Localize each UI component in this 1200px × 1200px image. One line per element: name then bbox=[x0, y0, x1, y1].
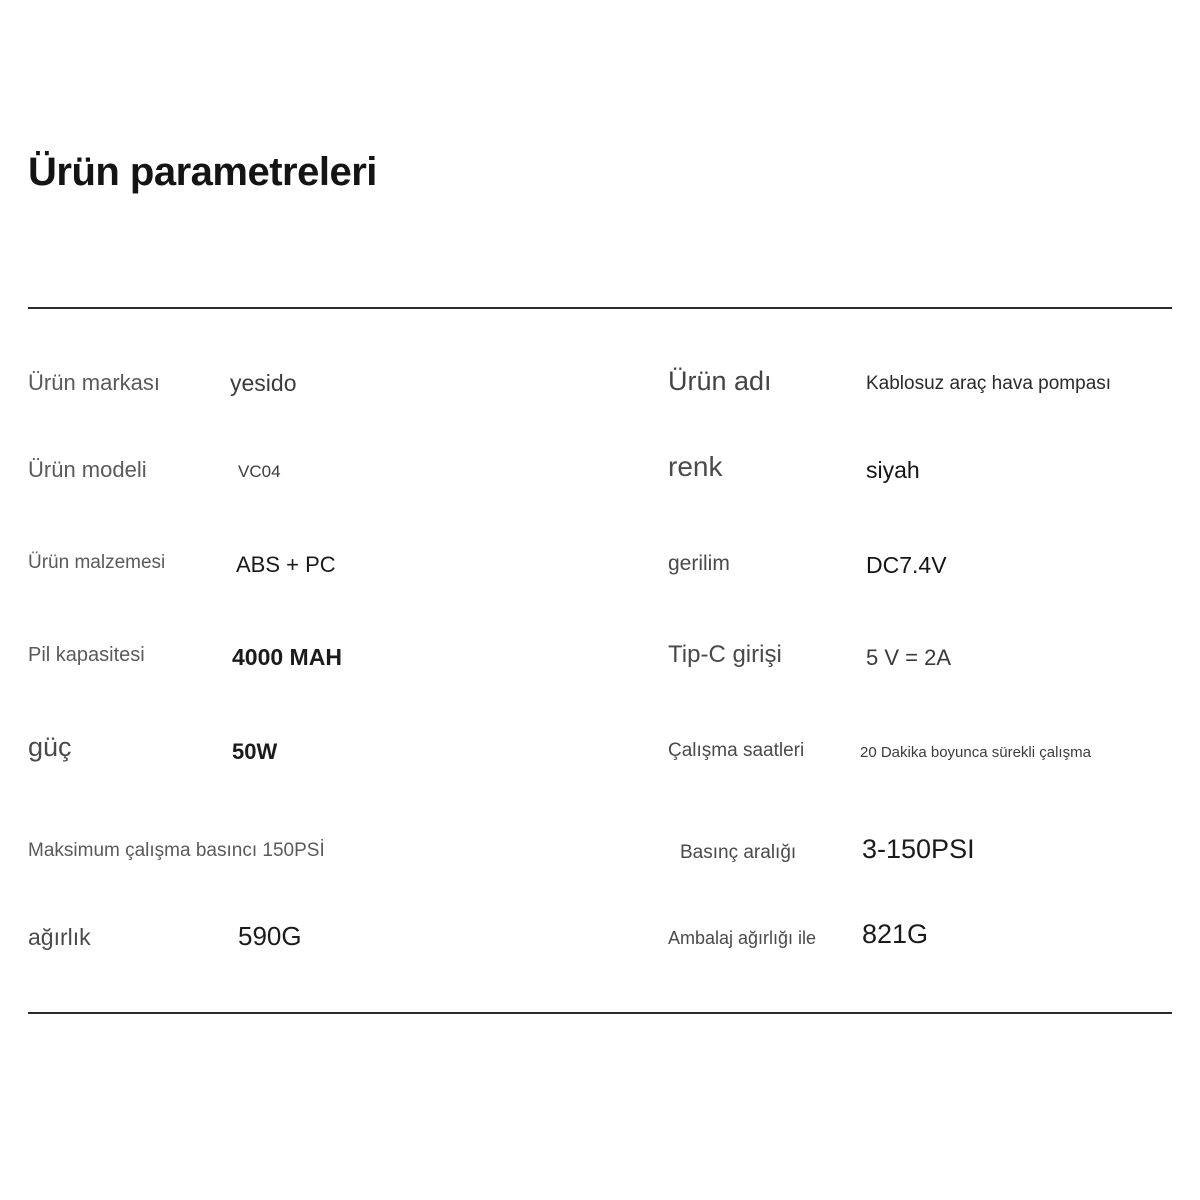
spec-value: ABS + PC bbox=[236, 552, 336, 577]
spec-value: 821G bbox=[862, 919, 929, 949]
table-top-divider bbox=[28, 307, 1172, 309]
spec-value: 590G bbox=[238, 921, 302, 951]
spec-label: Maksimum çalışma basıncı 150PSİ bbox=[28, 840, 325, 861]
spec-value: yesido bbox=[230, 370, 297, 396]
spec-label: Tip-C girişi bbox=[668, 641, 782, 668]
spec-label: Ürün adı bbox=[668, 366, 772, 396]
spec-label: ağırlık bbox=[28, 924, 91, 950]
spec-value: 5 V = 2A bbox=[866, 645, 952, 670]
spec-value: siyah bbox=[866, 457, 920, 483]
spec-label: Ürün malzemesi bbox=[28, 552, 166, 573]
spec-label: Ürün markası bbox=[28, 370, 161, 395]
spec-label: gerilim bbox=[668, 552, 730, 575]
spec-label: renk bbox=[668, 451, 723, 482]
spec-value: Kablosuz araç hava pompası bbox=[866, 373, 1112, 394]
spec-label: Basınç aralığı bbox=[680, 842, 797, 863]
spec-value: 4000 MAH bbox=[232, 644, 342, 670]
spec-label: güç bbox=[28, 732, 72, 762]
spec-value: 20 Dakika boyunca sürekli çalışma bbox=[860, 744, 1091, 761]
spec-value: 50W bbox=[232, 739, 278, 764]
spec-label: Ambalaj ağırlığı ile bbox=[668, 928, 817, 948]
spec-value: VC04 bbox=[238, 462, 281, 481]
spec-label: Pil kapasitesi bbox=[28, 644, 145, 666]
table-bottom-divider bbox=[28, 1012, 1172, 1014]
spec-value: 3-150PSI bbox=[862, 834, 975, 864]
spec-label: Çalışma saatleri bbox=[668, 740, 805, 761]
spec-value: DC7.4V bbox=[866, 552, 947, 578]
page-title: Ürün parametreleri bbox=[28, 150, 377, 194]
spec-label: Ürün modeli bbox=[28, 457, 147, 482]
